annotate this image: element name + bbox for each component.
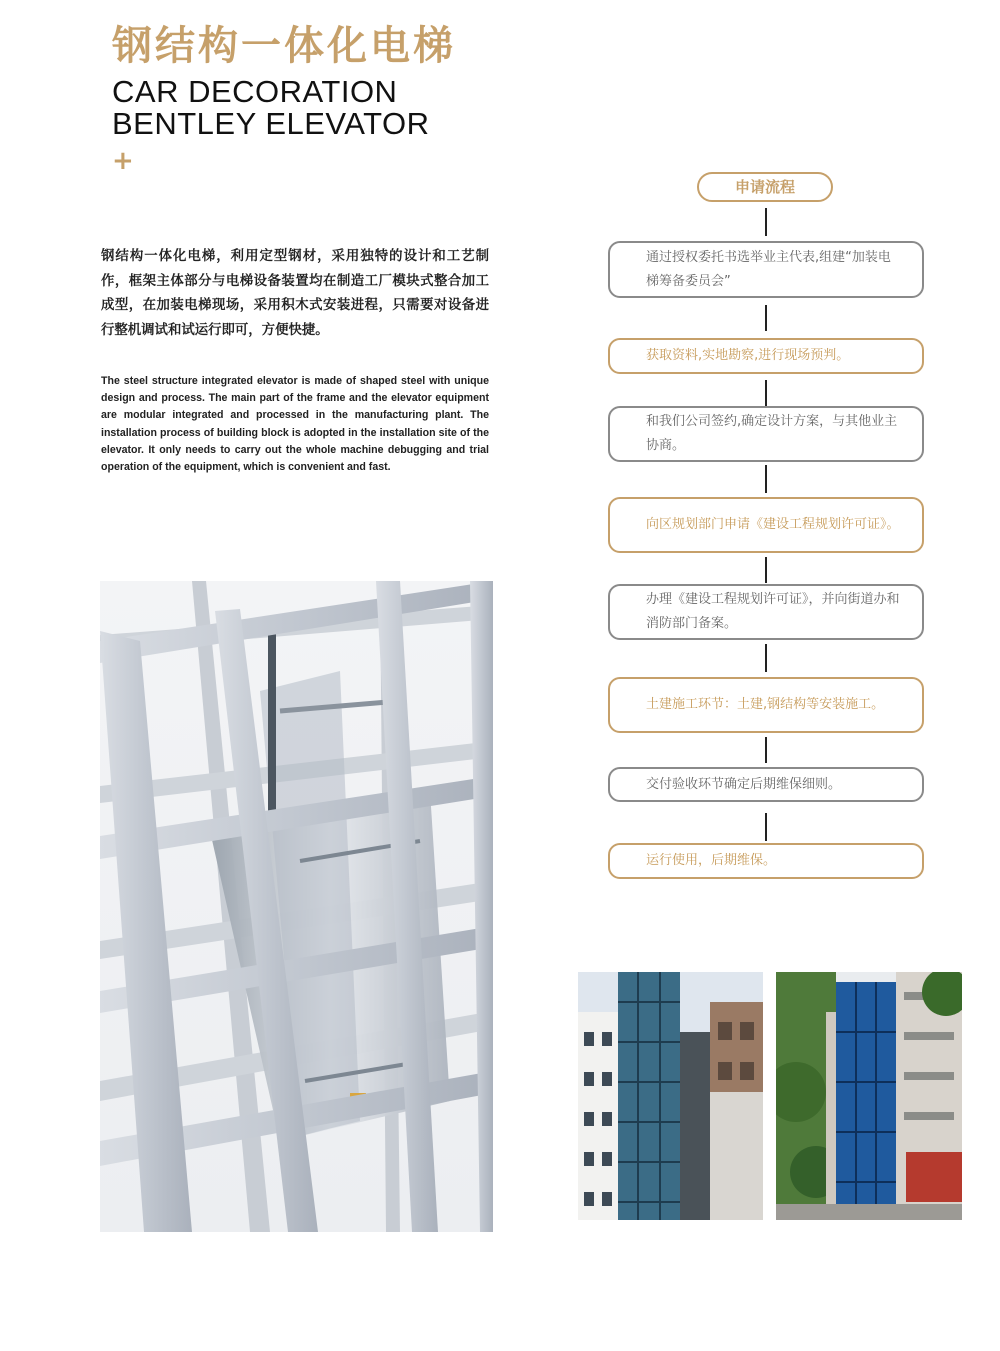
flow-step-5: 办理《建设工程规划许可证》，并向街道办和消防部门备案。 [608,584,924,640]
building-photo-right [776,972,962,1220]
description-en: The steel structure integrated elevator is made of shaped steel with unique design and process. The main part of the frame and the elevator equipment are modular integrated and processed in the manufacturing plant. The installation process of building block is adopted in the installation site of the elevator. It only needs to carry out the whole machine debugging and trial operation of the equipment, which is convenient and fast. [101,375,489,474]
flow-step-7: 交付验收环节确定后期维保细则。 [608,767,924,802]
description-cn: 钢结构一体化电梯，利用定型钢材，采用独特的设计和工艺制作，框架主体部分与电梯设备装置均在制造工厂模块式整合加工成型，在加装电梯现场，采用积木式安装进程，只需要对设备进行整机调试和试运行即可，方便快捷。 [101,249,489,338]
flow-connector [765,465,767,493]
plus-icon: + [112,146,134,176]
flow-connector [765,305,767,331]
flow-connector [765,208,767,236]
flow-connector [765,813,767,841]
flow-step-1: 通过授权委托书选举业主代表,组建“加装电梯筹备委员会” [608,241,924,298]
flow-connector [765,644,767,672]
building-photo-left [578,972,763,1220]
page-title-cn: 钢结构一体化电梯 [112,22,456,69]
page-title-en [112,76,532,140]
flow-connector [765,557,767,583]
flow-connector [765,380,767,406]
title-en-line2: BENTLEY ELEVATOR [112,106,430,141]
flow-step-4: 向区规划部门申请《建设工程规划许可证》。 [608,497,924,553]
flow-step-2: 获取资料,实地勘察,进行现场预判。 [608,338,924,374]
flow-step-3: 和我们公司签约,确定设计方案，与其他业主协商。 [608,406,924,462]
flow-step-8: 运行使用，后期维保。 [608,843,924,879]
elevator-frame-illustration [100,581,493,1232]
flow-step-6: 土建施工环节：土建,钢结构等安装施工。 [608,677,924,733]
title-en-line1: CAR DECORATION [112,74,398,109]
flow-connector [765,737,767,763]
flow-title: 申请流程 [697,172,833,202]
